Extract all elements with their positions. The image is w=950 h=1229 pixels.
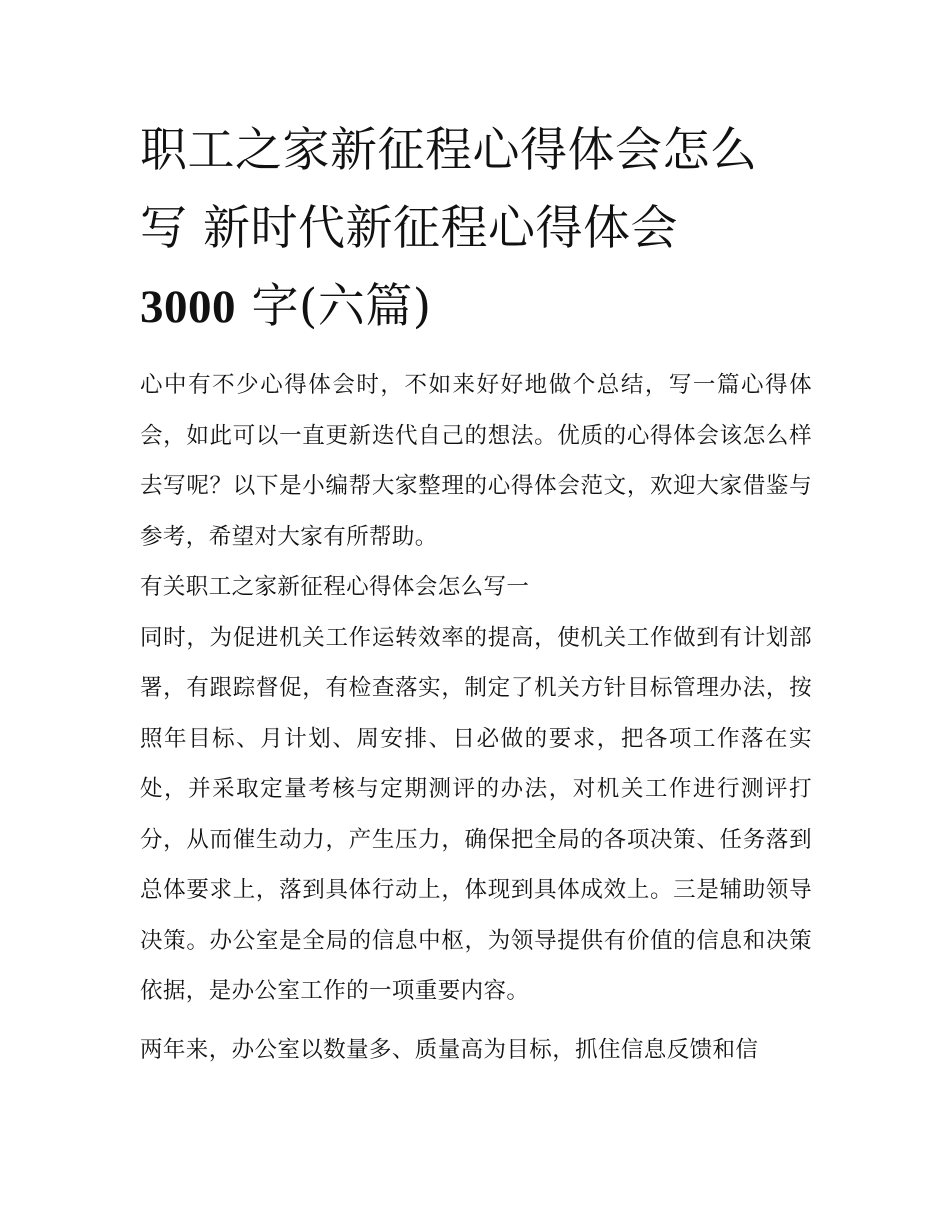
document-page — [140, 112, 812, 1075]
title-suffix: 字(六篇) — [236, 279, 432, 334]
title-line-2: 写 新时代新征程心得体会 — [140, 201, 678, 256]
body-paragraph-1: 同时，为促进机关工作运转效率的提高，使机关工作做到有计划部署，有跟踪督促，有检查落实，制定了机关方针目标管理办法，按照年目标、月计划、周安排、日必做的要求，把各项工作落在实处，并采取定量考核与定期测评的办法，对机关工作进行测评打分，从而催生动力，产生压力，确保把全局的各项决策、任务落到总体要求上，落到具体行动上，体现到具体成效上。三是辅助领导决策。办公室是全局的信息中枢，为领导提供有价值的信息和决策依据，是办公室工作的一项重要内容。 — [140, 624, 812, 1004]
intro-paragraph: 心中有不少心得体会时，不如来好好地做个总结，写一篇心得体会，如此可以一直更新迭代自己的想法。优质的心得体会该怎么样去写呢？以下是小编帮大家整理的心得体会范文，欢迎大家借鉴与参考，希望对大家有所帮助。 — [140, 372, 812, 550]
title-line-1: 职工之家新征程心得体会怎么 — [140, 123, 758, 178]
section-heading: 有关职工之家新征程心得体会怎么写一 — [140, 574, 530, 600]
body-paragraph-2: 两年来，办公室以数量多、质量高为目标，抓住信息反馈和信 — [140, 1036, 759, 1063]
title-line-3 — [140, 268, 812, 346]
document-body — [140, 360, 812, 1075]
title-word-count: 3000 — [140, 281, 236, 333]
document-title — [140, 112, 812, 346]
